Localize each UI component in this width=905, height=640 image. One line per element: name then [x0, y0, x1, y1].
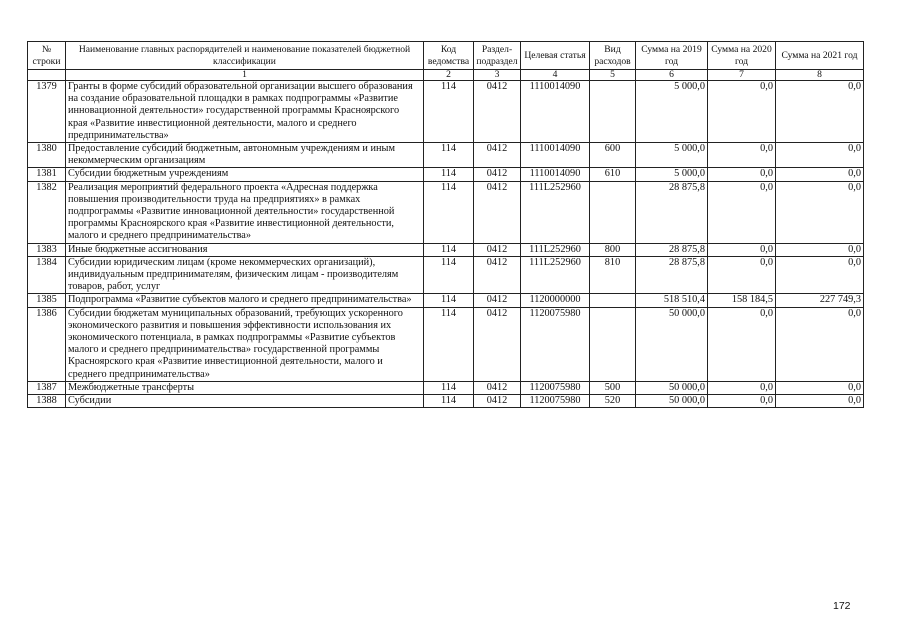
sum-2021-cell: 0,0 — [776, 381, 864, 394]
header-department-code: Код ведомства — [424, 42, 474, 70]
department-code-cell: 114 — [424, 81, 474, 143]
column-number: 4 — [521, 70, 590, 81]
page-number: 172 — [833, 600, 851, 612]
expense-type-cell: 610 — [590, 168, 636, 181]
target-item-cell: 111L252960 — [521, 181, 590, 243]
row-number-cell: 1383 — [28, 243, 66, 256]
table-row — [28, 395, 864, 408]
column-number: 2 — [424, 70, 474, 81]
header-expense-type: Вид расходов — [590, 42, 636, 70]
department-code-cell: 114 — [424, 294, 474, 307]
table-row — [28, 256, 864, 294]
section-cell: 0412 — [474, 256, 521, 294]
sum-2020-cell: 158 184,5 — [708, 294, 776, 307]
department-code-cell: 114 — [424, 381, 474, 394]
row-name-cell: Межбюджетные трансферты — [66, 381, 424, 394]
department-code-cell: 114 — [424, 143, 474, 168]
target-item-cell: 1110014090 — [521, 168, 590, 181]
sum-2019-cell: 50 000,0 — [636, 307, 708, 381]
header-sum-2021: Сумма на 2021 год — [776, 42, 864, 70]
row-name-cell: Предоставление субсидий бюджетным, автономным учреждениям и иным некоммерческим организациям — [66, 143, 424, 168]
sum-2020-cell: 0,0 — [708, 143, 776, 168]
sum-2020-cell: 0,0 — [708, 381, 776, 394]
target-item-cell: 111L252960 — [521, 256, 590, 294]
section-cell: 0412 — [474, 395, 521, 408]
row-number-cell: 1384 — [28, 256, 66, 294]
target-item-cell: 1120075980 — [521, 381, 590, 394]
header-sum-2019: Сумма на 2019 год — [636, 42, 708, 70]
expense-type-cell: 600 — [590, 143, 636, 168]
sum-2019-cell: 5 000,0 — [636, 143, 708, 168]
target-item-cell: 1120075980 — [521, 395, 590, 408]
expense-type-cell — [590, 307, 636, 381]
expense-type-cell: 500 — [590, 381, 636, 394]
row-name-cell: Субсидии бюджетам муниципальных образований, требующих ускоренного экономического развития и повышения эффективности использования их экономического потенциала, в рамках подпрограммы «Развитие субъектов малого и среднего предпринимательства» государственной программы Красноярского края «Развитие инвестиционной деятельности, малого и среднего предпринимательства» — [66, 307, 424, 381]
sum-2021-cell: 0,0 — [776, 307, 864, 381]
sum-2019-cell: 28 875,8 — [636, 181, 708, 243]
target-item-cell: 1120000000 — [521, 294, 590, 307]
row-name-cell: Иные бюджетные ассигнования — [66, 243, 424, 256]
section-cell: 0412 — [474, 181, 521, 243]
section-cell: 0412 — [474, 381, 521, 394]
sum-2021-cell: 0,0 — [776, 243, 864, 256]
sum-2020-cell: 0,0 — [708, 181, 776, 243]
table-row — [28, 143, 864, 168]
row-name-cell: Реализация мероприятий федерального проекта «Адресная поддержка повышения производительности труда на предприятиях» в рамках подпрограммы «Развитие инновационной деятельности» государственной программы Красноярского края «Развитие инвестиционной деятельности, малого и среднего предпринимательства» — [66, 181, 424, 243]
sum-2021-cell: 0,0 — [776, 81, 864, 143]
sum-2021-cell: 0,0 — [776, 143, 864, 168]
department-code-cell: 114 — [424, 307, 474, 381]
expense-type-cell: 800 — [590, 243, 636, 256]
department-code-cell: 114 — [424, 256, 474, 294]
department-code-cell: 114 — [424, 181, 474, 243]
header-row — [28, 42, 864, 70]
table-row — [28, 168, 864, 181]
row-number-cell: 1380 — [28, 143, 66, 168]
sum-2020-cell: 0,0 — [708, 307, 776, 381]
sum-2021-cell: 0,0 — [776, 181, 864, 243]
column-number: 8 — [776, 70, 864, 81]
target-item-cell: 111L252960 — [521, 243, 590, 256]
section-cell: 0412 — [474, 243, 521, 256]
table-row — [28, 81, 864, 143]
sum-2020-cell: 0,0 — [708, 168, 776, 181]
expense-type-cell — [590, 81, 636, 143]
row-number-cell: 1388 — [28, 395, 66, 408]
table-row — [28, 381, 864, 394]
sum-2019-cell: 28 875,8 — [636, 243, 708, 256]
row-number-cell: 1382 — [28, 181, 66, 243]
table-body — [28, 81, 864, 408]
section-cell: 0412 — [474, 294, 521, 307]
header-section: Раздел-подраздел — [474, 42, 521, 70]
sum-2020-cell: 0,0 — [708, 395, 776, 408]
sum-2021-cell: 227 749,3 — [776, 294, 864, 307]
department-code-cell: 114 — [424, 168, 474, 181]
sum-2021-cell: 0,0 — [776, 395, 864, 408]
sum-2019-cell: 28 875,8 — [636, 256, 708, 294]
target-item-cell: 1110014090 — [521, 81, 590, 143]
section-cell: 0412 — [474, 81, 521, 143]
sum-2021-cell: 0,0 — [776, 168, 864, 181]
header-name: Наименование главных распорядителей и наименование показателей бюджетной классификации — [66, 42, 424, 70]
expense-type-cell — [590, 181, 636, 243]
target-item-cell: 1110014090 — [521, 143, 590, 168]
header-row-number: № строки — [28, 42, 66, 70]
column-number: 3 — [474, 70, 521, 81]
row-name-cell: Подпрограмма «Развитие субъектов малого и среднего предпринимательства» — [66, 294, 424, 307]
column-number: 1 — [66, 70, 424, 81]
row-name-cell: Субсидии бюджетным учреждениям — [66, 168, 424, 181]
table-row — [28, 294, 864, 307]
row-number-cell: 1386 — [28, 307, 66, 381]
section-cell: 0412 — [474, 307, 521, 381]
column-number: 5 — [590, 70, 636, 81]
row-name-cell: Гранты в форме субсидий образовательной организации высшего образования на создание образовательной площадки в рамках подпрограммы «Развитие инновационной деятельности» государственной программы Красноярского края «Развитие инвестиционной деятельности, малого и среднего предпринимательства» — [66, 81, 424, 143]
row-name-cell: Субсидии юридическим лицам (кроме некоммерческих организаций), индивидуальным предпринимателям, физическим лицам - производителям товаров, работ, услуг — [66, 256, 424, 294]
header-sum-2020: Сумма на 2020 год — [708, 42, 776, 70]
budget-table — [27, 41, 864, 408]
sum-2019-cell: 50 000,0 — [636, 395, 708, 408]
expense-type-cell — [590, 294, 636, 307]
row-name-cell: Субсидии — [66, 395, 424, 408]
table-row — [28, 243, 864, 256]
expense-type-cell: 810 — [590, 256, 636, 294]
header-target-item: Целевая статья — [521, 42, 590, 70]
sum-2020-cell: 0,0 — [708, 243, 776, 256]
row-number-cell: 1385 — [28, 294, 66, 307]
sum-2020-cell: 0,0 — [708, 81, 776, 143]
target-item-cell: 1120075980 — [521, 307, 590, 381]
section-cell: 0412 — [474, 143, 521, 168]
department-code-cell: 114 — [424, 395, 474, 408]
table-row — [28, 181, 864, 243]
sum-2019-cell: 5 000,0 — [636, 81, 708, 143]
column-number: 7 — [708, 70, 776, 81]
table-row — [28, 307, 864, 381]
column-number — [28, 70, 66, 81]
row-number-cell: 1379 — [28, 81, 66, 143]
sum-2021-cell: 0,0 — [776, 256, 864, 294]
column-number-row — [28, 70, 864, 81]
department-code-cell: 114 — [424, 243, 474, 256]
row-number-cell: 1381 — [28, 168, 66, 181]
section-cell: 0412 — [474, 168, 521, 181]
sum-2019-cell: 5 000,0 — [636, 168, 708, 181]
sum-2019-cell: 518 510,4 — [636, 294, 708, 307]
row-number-cell: 1387 — [28, 381, 66, 394]
expense-type-cell: 520 — [590, 395, 636, 408]
column-number: 6 — [636, 70, 708, 81]
sum-2020-cell: 0,0 — [708, 256, 776, 294]
sum-2019-cell: 50 000,0 — [636, 381, 708, 394]
